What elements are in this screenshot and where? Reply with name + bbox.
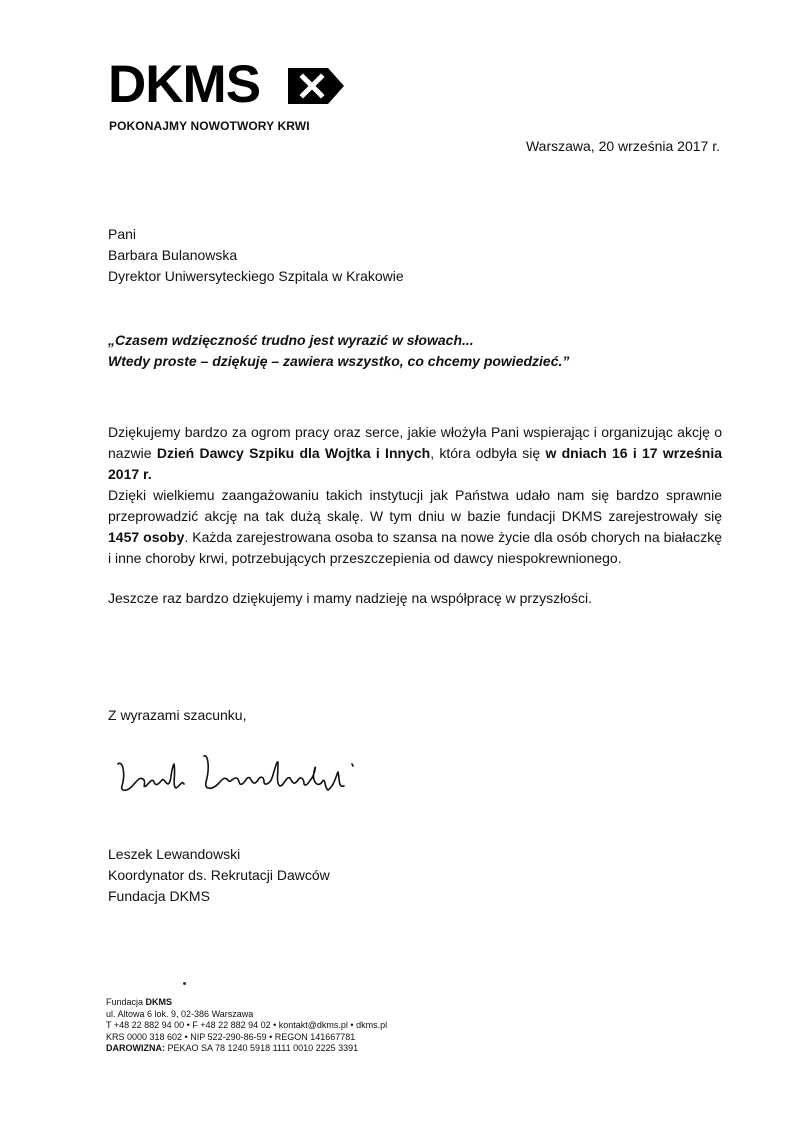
recipient-title: Pani (108, 226, 137, 242)
recipient-position: Dyrektor Uniwersyteckiego Szpitala w Krakowie (108, 268, 404, 284)
body-paragraph-3: Jeszcze raz bardzo dziękujemy i mamy nadzieję na współpracę w przyszłości. (108, 590, 592, 606)
body-text: Dziękujemy bardzo za ogrom pracy oraz serce, jakie włożyła Pani wspierając i organizując akcję o nazwie (108, 424, 722, 461)
sender-role: Koordynator ds. Rekrutacji Dawców (108, 867, 330, 883)
handwritten-signature (112, 742, 362, 802)
footer-contact: T +48 22 882 94 00 • F +48 22 882 94 02 • kontakt@dkms.pl • dkms.pl (106, 1020, 388, 1030)
footer-donation-account: PEKAO SA 78 1240 5918 1111 0010 2225 3391 (165, 1043, 359, 1053)
sender-org: Fundacja DKMS (108, 888, 210, 904)
logo-wordmark: DKMS (108, 55, 261, 114)
body-paragraph-2 (108, 485, 722, 569)
body-text: . Każda zarejestrowana osoba to szansa na nowe życie dla osób chorych na białaczkę i inne choroby krwi, potrzebujących przeszczepienia od dawcy niespokrewnionego. (108, 529, 722, 566)
body-text: Dzięki wielkiemu zaangażowaniu takich instytucji jak Państwa udało nam się bardzo sprawnie przeprowadzić akcję na tak dużą skalę. W tym dniu w bazie fundacji DKMS zarejestrowały się (108, 487, 722, 524)
recipient-block (108, 224, 404, 287)
footer-org (106, 997, 387, 1009)
logo-tagline: POKONAJMY NOWOTWORY KRWI (109, 119, 310, 133)
closing-salutation: Z wyrazami szacunku, (108, 707, 247, 723)
footer-org-name: DKMS (145, 997, 173, 1007)
dkms-logo (108, 55, 358, 140)
event-name: Dzień Dawcy Szpiku dla Wojtka i Innych (156, 445, 431, 461)
quote-line-1: „Czasem wdzięczność trudno jest wyrazić w słowach... (108, 332, 474, 348)
letter-date: Warszawa, 20 września 2017 r. (525, 138, 720, 154)
letter-body (108, 422, 722, 609)
body-paragraph-1 (108, 422, 722, 485)
footer-donation-label: DAROWIZNA: (106, 1043, 165, 1053)
sender-name: Leszek Lewandowski (108, 846, 241, 862)
footer-registry: KRS 0000 318 602 • NIP 522-290-86-59 • REGON 141667781 (106, 1031, 356, 1042)
footer-address: ul. Altowa 6 lok. 9, 02-386 Warszawa (106, 1008, 254, 1019)
opening-quote (108, 330, 728, 372)
scan-speck (183, 982, 186, 985)
registration-count: 1457 osoby (108, 529, 185, 545)
body-text: , która odbyła się (430, 445, 546, 461)
letterhead-footer (106, 997, 387, 1055)
recipient-name: Barbara Bulanowska (108, 247, 238, 263)
event-dates: w dniach 16 i 17 września 2017 r. (108, 445, 722, 482)
sender-block (108, 844, 330, 907)
quote-line-2: Wtedy proste – dziękuję – zawiera wszystko, co chcemy powiedzieć.” (108, 353, 570, 369)
logo-x-icon (288, 66, 344, 106)
footer-org-prefix: Fundacja (106, 997, 146, 1007)
footer-donation (106, 1043, 387, 1055)
